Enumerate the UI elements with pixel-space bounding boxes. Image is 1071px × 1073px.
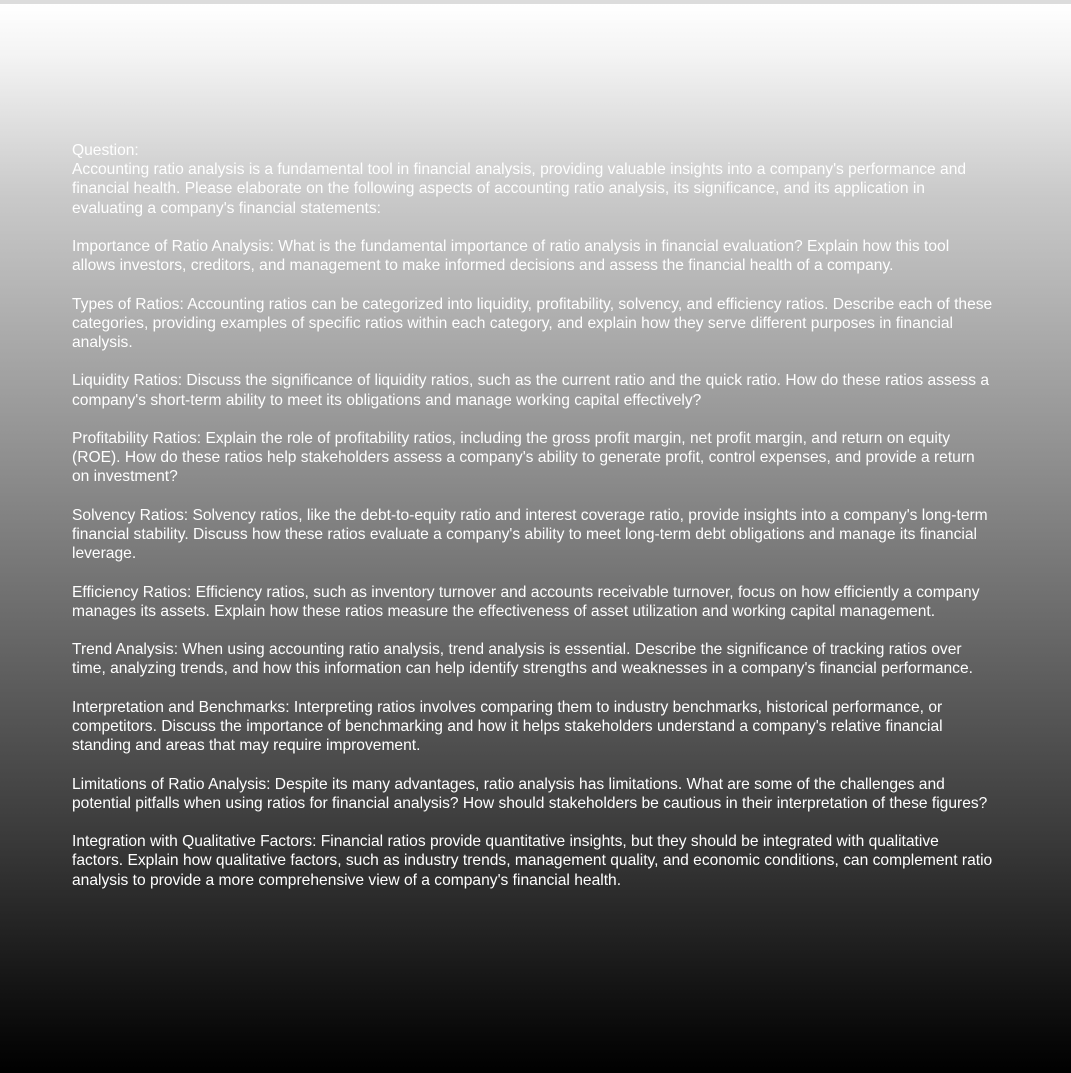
section-liquidity-ratios: Liquidity Ratios: Discuss the significance of liquidity ratios, such as the current ratio and the quick ratio. How do these ratios assess a company's short-term ability to meet its obligations and manage working capital effectively? [72,372,990,409]
question-intro: Accounting ratio analysis is a fundamental tool in financial analysis, providing valuable insights into a company's performance and financial health. Please elaborate on the following aspects of accounting ratio analysis, its significance, and its application in evaluating a company's financial statements: [72,161,967,217]
section-profitability-ratios: Profitability Ratios: Explain the role of profitability ratios, including the gross profit margin, net profit margin, and return on equity (ROE). How do these ratios help stakeholders assess a company's ability to generate profit, control expenses, and provide a return on investment? [72,429,975,486]
section-solvency-ratios: Solvency Ratios: Solvency ratios, like the debt-to-equity ratio and interest coverage ratio, provide insights into a company's long-term financial stability. Discuss how these ratios evaluate a company's ability to meet long-term debt obligations and manage its financial leverage. [72,506,988,563]
section-interpretation-benchmarks: Interpretation and Benchmarks: Interpreting ratios involves comparing them to industry benchmarks, historical performance, or competitors. Discuss the importance of benchmarking and how it helps stakeholders understand a company's relative financial standing and areas that may require improvement. [72,698,943,755]
question-text-block [72,141,994,909]
section-qualitative-factors: Integration with Qualitative Factors: Financial ratios provide quantitative insights, but they should be integrated with qualitative factors. Explain how qualitative factors, such as industry trends, management quality, and economic conditions, can complement ratio analysis to provide a more comprehensive view of a company's financial health. [72,833,993,889]
section-efficiency-ratios: Efficiency Ratios: Efficiency ratios, such as inventory turnover and accounts receivable turnover, focus on how efficiently a company manages its assets. Explain how these ratios measure the effectiveness of asset utilization and working capital management. [72,583,980,620]
section-limitations: Limitations of Ratio Analysis: Despite its many advantages, ratio analysis has limitations. What are some of the challenges and potential pitfalls when using ratios for financial analysis? How should stakeholders be cautious in their interpretation of these figures? [72,775,988,812]
section-trend-analysis: Trend Analysis: When using accounting ratio analysis, trend analysis is essential. Describe the significance of tracking ratios over time, analyzing trends, and how this information can help identify strengths and weaknesses in a company's financial performance. [72,641,973,678]
question-label: Question: [72,142,139,159]
section-types-of-ratios: Types of Ratios: Accounting ratios can be categorized into liquidity, profitability, solvency, and efficiency ratios. Describe each of these categories, providing examples of specific ratios within each category, and explain how they serve different purposes in financial analysis. [72,295,993,351]
section-importance: Importance of Ratio Analysis: What is the fundamental importance of ratio analysis in financial evaluation? Explain how this tool allows investors, creditors, and management to make informed decisions and assess the financial health of a company. [72,238,950,275]
